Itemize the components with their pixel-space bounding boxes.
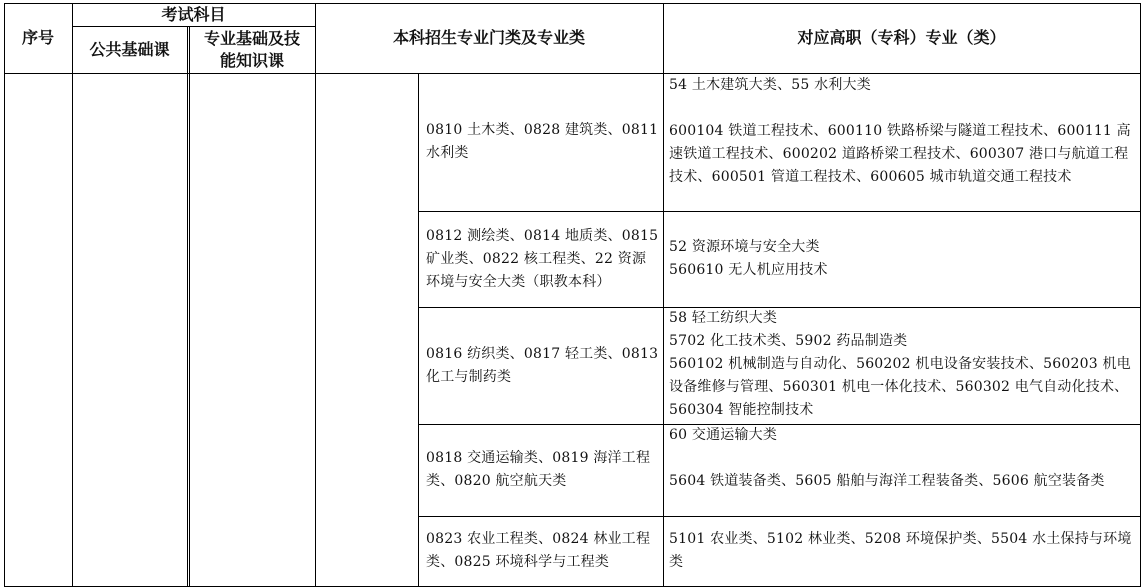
cell-line: 52 资源环境与安全大类 — [669, 239, 820, 255]
row-divider — [418, 516, 1140, 517]
cell-line: 600104 铁道工程技术、600110 铁路桥梁与隧道工程技术、600111 高速铁道工程技术、600202 道路桥梁工程技术、600307 港口与航道工程技术、600501 管道工程技术、600605 城市轨道交通工程技术 — [669, 123, 1131, 185]
column-divider — [189, 26, 190, 587]
table-row-vocational-5 — [663, 516, 1140, 586]
cell-line: 560102 机械制造与自动化、560202 机电设备安装技术、560203 机电设备维修与管理、560301 机电一体化技术、560302 电气自动化技术、560304 智能控制技术 — [669, 356, 1131, 418]
column-divider — [418, 73, 419, 587]
cell-line: 5604 铁道装备类、5605 船舶与海洋工程装备类、5606 航空装备类 — [669, 473, 1105, 489]
table-row-undergrad-2 — [418, 211, 663, 307]
row-divider — [418, 307, 1140, 308]
table-row-undergrad-4 — [418, 424, 663, 516]
row-divider — [418, 424, 1140, 425]
cell-line: 560610 无人机应用技术 — [669, 262, 828, 278]
table-row-vocational-2 — [663, 211, 1140, 307]
cell-line: 5101 农业类、5102 林业类、5208 环境保护类、5504 水土保持与环境类 — [669, 531, 1132, 570]
cell-spacer — [669, 97, 1136, 120]
header-seq: 序号 — [21, 28, 54, 47]
table-border-bottom — [4, 586, 1140, 587]
header-vocational-major: 对应高职（专科）专业（类） — [797, 28, 1006, 47]
table-row-vocational-4 — [663, 424, 1140, 516]
cell-text: 0816 纺织类、0817 轻工类、0813 化工与制药类 — [426, 345, 659, 385]
table-row-undergrad-1 — [418, 73, 663, 211]
header-major-course: 专业基础及技能知识课 — [203, 28, 300, 70]
row-divider — [418, 211, 1140, 212]
table-border-left — [4, 3, 5, 587]
table-row-vocational-3 — [663, 307, 1140, 424]
cell-text: 0818 交通运输类、0819 海洋工程类、0820 航空航天类 — [426, 450, 651, 489]
table-row-vocational-1 — [663, 74, 1140, 211]
column-divider — [72, 3, 73, 587]
column-divider — [187, 26, 188, 587]
column-divider — [315, 3, 316, 587]
header-bottom-border — [4, 73, 1140, 74]
cell-text: 0810 土木类、0828 建筑类、0811 水利类 — [426, 122, 659, 161]
cell-spacer — [669, 447, 1136, 470]
table-border-right — [1140, 3, 1141, 587]
header-public-course: 公共基础课 — [89, 39, 170, 59]
table-row-undergrad-3 — [418, 307, 663, 424]
cell-text: 0812 测绘类、0814 地质类、0815 矿业类、0822 核工程类、22 资源环境与安全大类（职教本科） — [426, 227, 659, 290]
cell-line: 54 土木建筑大类、55 水利大类 — [669, 77, 871, 93]
column-divider — [663, 3, 664, 587]
cell-line: 58 轻工纺织大类 — [669, 310, 778, 326]
header-exam-subjects: 考试科目 — [161, 4, 226, 24]
cell-line: 5702 化工技术类、5902 药品制造类 — [669, 333, 908, 349]
cell-text: 0823 农业工程类、0824 林业工程类、0825 环境科学与工程类 — [426, 531, 651, 570]
cell-line: 60 交通运输大类 — [669, 427, 778, 443]
header-undergrad-major: 本科招生专业门类及专业类 — [392, 28, 585, 47]
table-border-top — [4, 3, 1140, 4]
header-divider — [72, 26, 315, 27]
table-row-undergrad-5 — [418, 516, 663, 586]
